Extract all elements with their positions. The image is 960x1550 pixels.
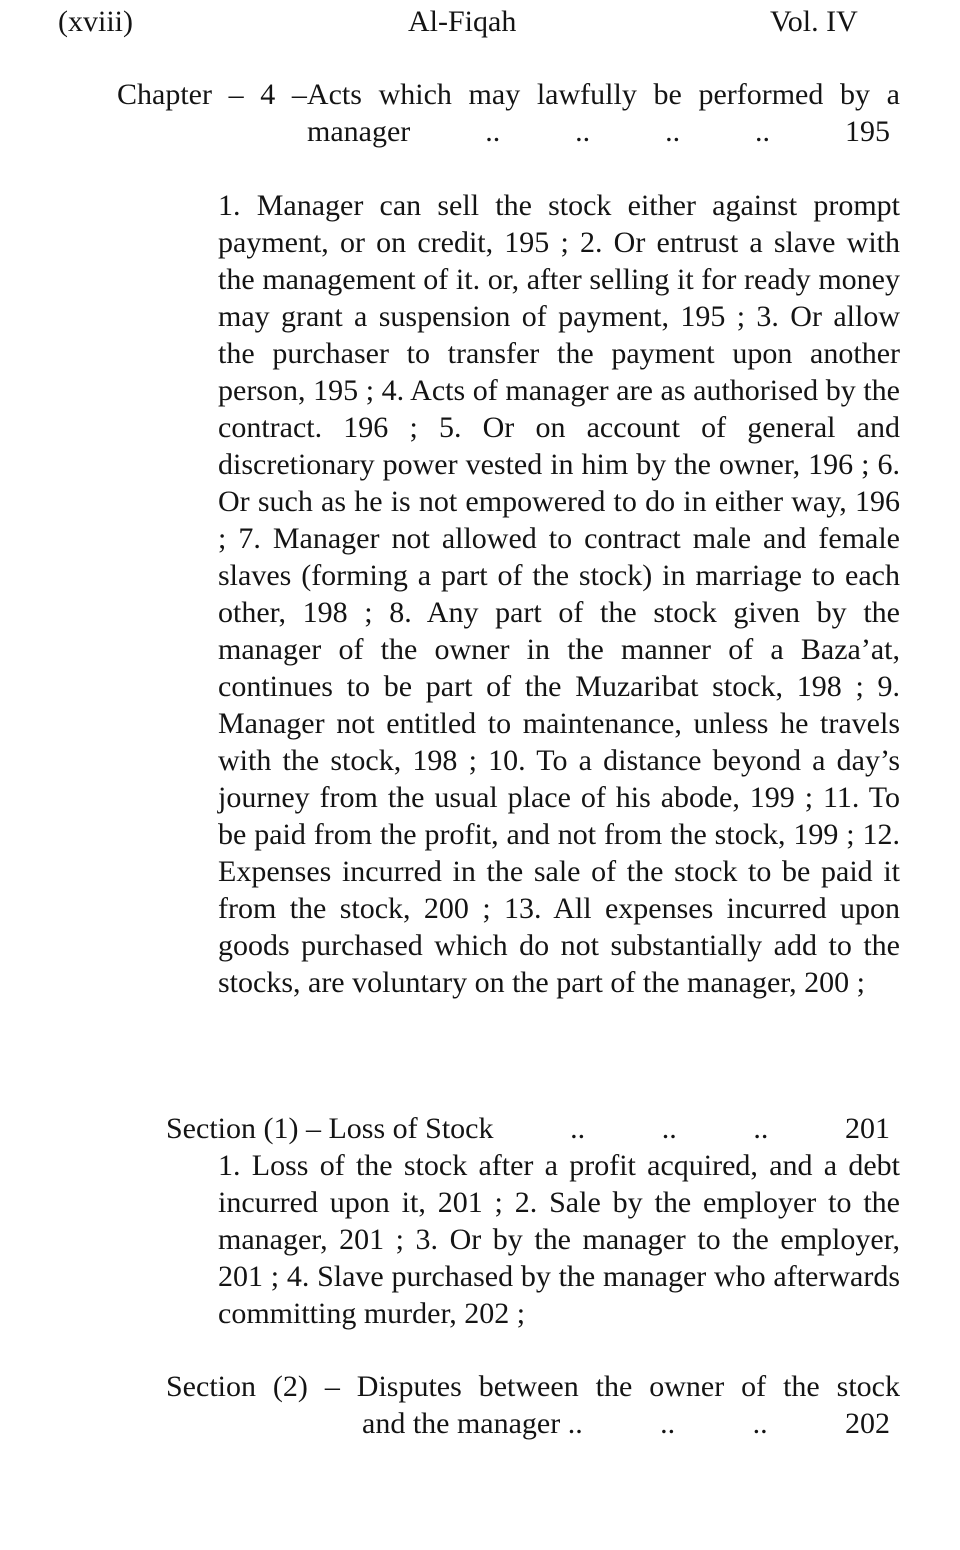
- section-2-page-number: 202: [844, 1407, 890, 1440]
- section-1-summary: 1. Loss of the stock after a profit acquired, and a debt incurred upon it, 201 ; 2. Sale by the employer to the manager, 201 ; 3. Or by the manager to the employer, 201 ; 4. Slave purchased by the manager who afterwards committing murder, 202 ;: [218, 1149, 900, 1330]
- chapter-heading-line1: Chapter – 4 –Acts which may lawfully be performed by a: [117, 78, 900, 111]
- dot-leader: ..: [661, 1112, 677, 1145]
- section-2-heading-tail: and the manager ..: [362, 1407, 583, 1440]
- dot-leader: ..: [752, 1407, 768, 1440]
- book-title: Al-Fiqah: [408, 5, 517, 38]
- dot-leader: ..: [570, 1112, 586, 1145]
- page-number: (xviii): [58, 5, 133, 38]
- dot-leader: ..: [485, 115, 501, 148]
- chapter-summary: 1. Manager can sell the stock either against prompt payment, or on credit, 195 ; 2. Or entrust a slave with the management of it. or, after selling it for ready money may grant a suspension of payment, 195 ; 3. Or allow the purchaser to transfer the payment upon another person, 195 ; 4. Acts of manager are as authorised by the contract. 196 ; 5. Or on account of general and discretionary power vested in him by the owner, 196 ; 6. Or such as he is not empowered to do in either way, 196 ; 7. Manager not allowed to contract male and female slaves (forming a part of the stock) in marriage to each other, 198 ; 8. Any part of the stock given by the manager of the owner in the manner of a Baza’at, continues to be part of the Muzaribat stock, 198 ; 9. Manager not entitled to maintenance, unless he travels with the stock, 198 ; 10. To a distance beyond a day’s journey from the usual place of his abode, 199 ; 11. To be paid from the profit, and not from the stock, 199 ; 12. Expenses incurred in the sale of the stock to be paid it from the stock, 200 ; 13. All expenses incurred upon goods purchased which do not substantially add to the stocks, are voluntary on the part of the manager, 200 ;: [218, 189, 900, 999]
- volume-label: Vol. IV: [770, 5, 858, 38]
- chapter-page-number: 195: [844, 115, 890, 148]
- section-1-heading-line: [166, 1110, 890, 1147]
- dot-leader: ..: [755, 115, 771, 148]
- section-2-heading-line2: [166, 1405, 900, 1442]
- section-1-page-number: 201: [844, 1112, 890, 1145]
- dot-leader: ..: [753, 1112, 769, 1145]
- section-1-entry: [166, 1110, 890, 1147]
- dot-leader: ..: [575, 115, 591, 148]
- section-1-heading: Section (1) – Loss of Stock: [166, 1112, 494, 1145]
- section-2-entry: [166, 1368, 900, 1442]
- chapter-4-entry: [117, 76, 900, 150]
- section-2-heading-line1: Section (2) – Disputes between the owner of the stock: [166, 1370, 900, 1403]
- dot-leader: ..: [660, 1407, 676, 1440]
- dot-leader: ..: [665, 115, 681, 148]
- chapter-heading-line2: [117, 113, 900, 150]
- chapter-heading-tail: manager: [307, 115, 411, 148]
- running-header: [0, 2, 960, 42]
